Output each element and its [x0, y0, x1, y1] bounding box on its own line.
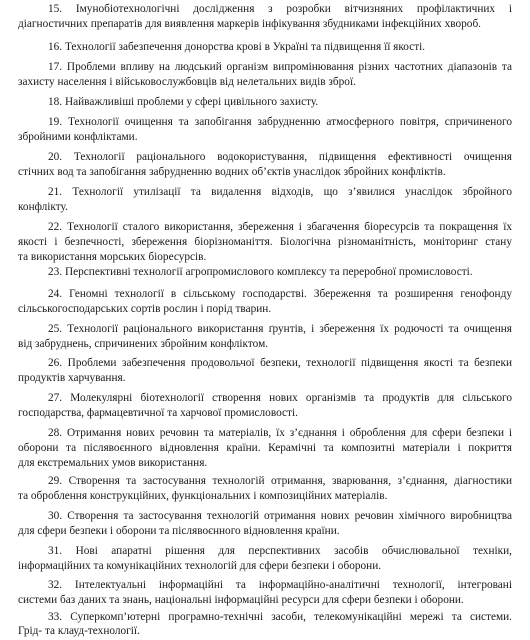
text-line: від забруднень, спричинених збройним конфліктом. — [18, 338, 269, 350]
text-line: 31. Нові апаратні рішення для перспективних засобів обчислювальної техніки, — [48, 545, 512, 557]
text-line: 26. Проблеми забезпечення продовольчої безпеки, технології підвищення якості та безпеки — [48, 357, 512, 369]
text-line: 33. Суперкомп’ютерні програмно-технічні засоби, телекомунікаційні мережі та системи. — [48, 611, 512, 623]
text-line: захисту населення і військовослужбовців від нелетальних видів зброї. — [18, 76, 356, 88]
text-line: якості і безпечності, збереження біорізноманіття. Біологічна різноманітність, моніторинг стану — [18, 236, 512, 248]
text-line: 22. Технології сталого використання, збереження і збагачення біоресурсів та покращення їх — [48, 221, 512, 233]
text-line: 27. Молекулярні біотехнології створення нових організмів та продуктів для сільського — [48, 392, 512, 404]
text-line: 28. Отримання нових речовин та матеріалів, їх з’єднання і оброблення для сфери безпеки і — [48, 427, 512, 439]
text-line: та оброблення конструкційних, функціональних і композиційних матеріалів. — [18, 490, 388, 502]
text-line: 15. Імунобіотехнологічні дослідження з розробки вітчизняних профілактичних і — [48, 3, 512, 15]
text-line: 24. Геномні технології в сільському господарстві. Збереження та розширення генофонду — [48, 288, 512, 300]
text-line: 19. Технології очищення та запобігання забрудненню атмосферного повітря, спричиненого — [48, 116, 512, 128]
text-line: системи баз даних та знань, національні інформаційні ресурси для сфери безпеки і оборони. — [18, 594, 464, 606]
text-line: 23. Перспективні технології агропромислового комплексу та переробної промисловості. — [48, 266, 473, 278]
text-line: 29. Створення та застосування технологій отримання, зварювання, з’єднання, діагностики — [48, 475, 512, 487]
text-line: 30. Створення та застосування технологій отримання нових речовин хімічного виробництва — [48, 510, 512, 522]
text-line: 18. Найважливіші проблеми у сфері цивільного захисту. — [48, 96, 319, 108]
text-line: 21. Технології утилізації та видалення відходів, що з’явилися унаслідок збройного — [48, 186, 512, 198]
text-line: господарства, фармацевтичної та харчової промисловості. — [18, 407, 298, 419]
text-line: 20. Технології раціонального водокористування, підвищення ефективності очищення — [48, 151, 512, 163]
text-line: для екстремальних умов використання. — [18, 457, 208, 469]
text-line: конфлікту. — [18, 201, 68, 213]
text-line: для сфери безпеки і оборони та післявоєнного відновлення країни. — [18, 525, 340, 537]
text-line: діагностичних препаратів для виявлення маркерів інфікування збудниками інфекційних хвороб. — [18, 18, 482, 30]
text-line: та використання морських біоресурсів. — [18, 251, 207, 263]
text-line: 16. Технології забезпечення донорства крові в Україні та підвищення її якості. — [48, 41, 426, 53]
text-line: Грід- та клауд-технології. — [18, 625, 140, 637]
text-line: інформаційних та комунікаційних технологій для сфери безпеки і оборони. — [18, 560, 382, 572]
text-line: продуктів харчування. — [18, 372, 126, 384]
text-line: оборони та післявоєнного відновлення країни. Керамічні та композитні матеріали і покриття — [18, 442, 512, 454]
text-line: 17. Проблеми впливу на людський організм випромінювання різних частотних діапазонів та — [48, 61, 512, 73]
text-line: збройними конфліктами. — [18, 131, 138, 143]
text-line: 25. Технології раціонального використання ґрунтів, і збереження їх родючості та очищення — [48, 323, 512, 335]
text-line: сільськогосподарських сортів рослин і порід тварин. — [18, 303, 272, 315]
text-line: 32. Інтелектуальні інформаційні та інформаційно-аналітичні технології, інтегровані — [48, 579, 512, 591]
text-line: стічних вод та запобігання забрудненню водних об’єктів унаслідок збройних конфліктів. — [18, 166, 446, 178]
